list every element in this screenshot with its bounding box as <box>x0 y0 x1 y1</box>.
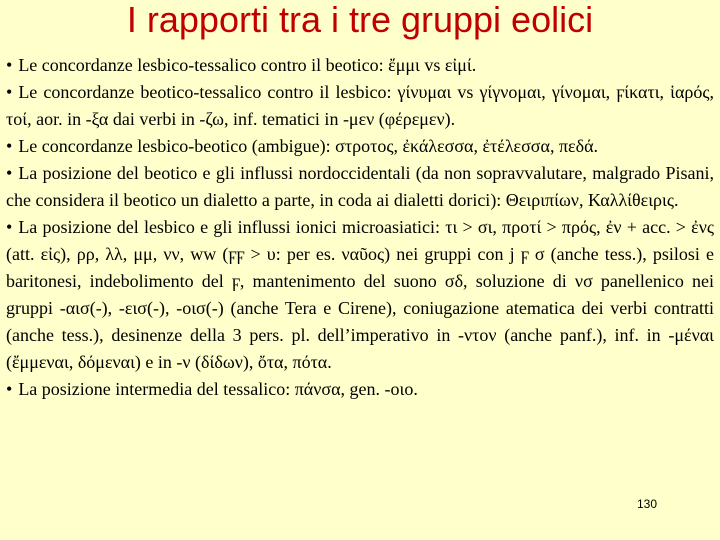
bullet-item <box>6 79 714 133</box>
bullet-icon: • <box>6 217 13 237</box>
bullet-text: La posizione del lesbico e gli influssi ionici microasiatici: τι > σι, προτί > πρός, ἐν + acc. > ἐνς (att. εἰς), ρρ, λλ, μμ, νν, ww (ϝϝ > υ: per es. ναῦος) nei gruppi con j ϝ σ (anche tess.), psilosi e baritonesi, indebolimento del ϝ, mantenimento del suono σδ, soluzione di νσ panellenico nei gruppi -αισ(-), -εισ(‑), -οισ(-) (anche Tera e Cirene), coniugazione atematica dei verbi contratti (anche tess.), desinenze della 3 pers. pl. dell’imperativo in -ντον (anche panf.), inf. in ‑μέναι (ἔμμεναι, δόμεναι) e in ‑ν (δίδων), ὄτα, πότα. <box>6 217 714 372</box>
bullet-icon: • <box>6 82 13 102</box>
slide-title: I rapporti tra i tre gruppi eolici <box>126 0 594 40</box>
bullet-text: Le concordanze lesbico-beotico (ambigue): στροτος, ἐκάλεσσα, ἐτέλεσσα, πεδά. <box>18 136 599 156</box>
slide-body <box>6 52 714 534</box>
bullet-icon: • <box>6 163 13 183</box>
bullet-item <box>6 160 714 214</box>
bullet-item <box>6 376 714 403</box>
bullet-text: La posizione del beotico e gli influssi nordoccidentali (da non sopravvalutare, malgrado Pisani, che considera il beotico un dialetto a parte, in coda ai dialetti dorici): Θειριπίων, Καλλίθειρις. <box>6 163 714 210</box>
page-number: 130 <box>637 497 658 511</box>
bullet-item <box>6 52 714 79</box>
bullet-icon: • <box>6 379 13 399</box>
bullet-text: La posizione intermedia del tessalico: πάνσα, gen. ‑οιο. <box>18 379 418 399</box>
bullet-item <box>6 214 714 376</box>
bullet-icon: • <box>6 136 13 156</box>
bullet-item <box>6 133 714 160</box>
bullet-icon: • <box>6 55 13 75</box>
bullet-text: Le concordanze lesbico-tessalico contro il beotico: ἔμμι vs εἰμί. <box>18 55 477 75</box>
bullet-text: Le concordanze beotico-tessalico contro il lesbico: γίνυμαι vs γίγνομαι, γίνομαι, ϝίκατι, ἱαρός, τοί, aor. in ‑ξα dai verbi in ‑ζω, inf. tematici in ‑μεν (φέρεμεν). <box>6 82 714 129</box>
